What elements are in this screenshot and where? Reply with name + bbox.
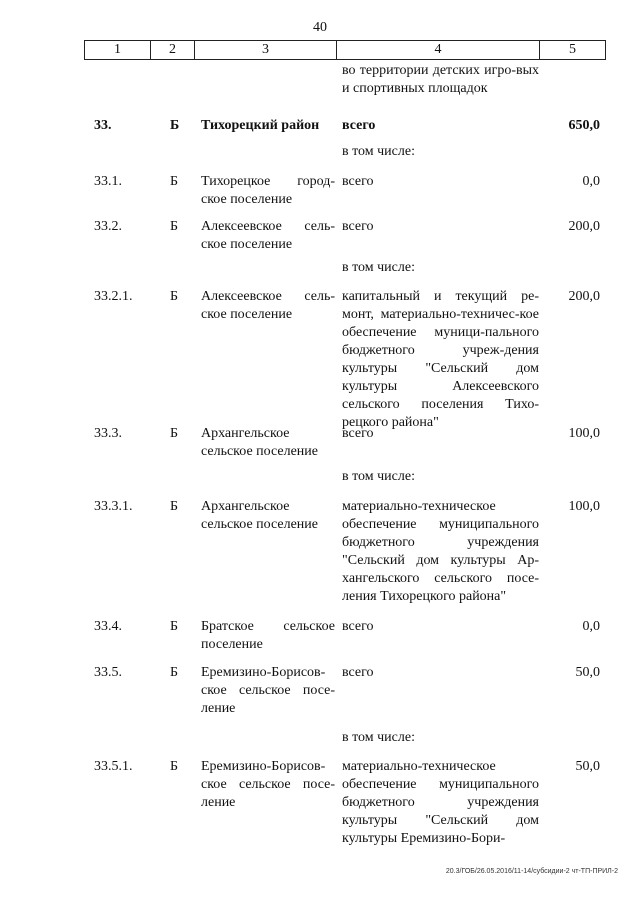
row-category: Б [170, 219, 179, 234]
header-col-1: 1 [85, 41, 151, 59]
row-amount: 100,0 [568, 499, 600, 514]
row-amount: 50,0 [575, 665, 600, 680]
row-amount: 50,0 [575, 759, 600, 774]
row-number: 33.4. [94, 619, 122, 634]
row-number: 33.1. [94, 174, 122, 189]
row-name: Архангельское сельское поселение [201, 499, 318, 532]
row-description: всего [342, 665, 374, 680]
row-name: Алексеевское сель-ское поселение [201, 289, 335, 322]
row-description: всего [342, 426, 374, 441]
row-amount: 200,0 [568, 289, 600, 304]
row-amount: 0,0 [582, 174, 600, 189]
row-description: всего [342, 174, 374, 189]
row-category: Б [170, 759, 179, 774]
row-name: Архангельское сельское поселение [201, 426, 318, 459]
header-col-4: 4 [337, 41, 540, 59]
footer-code: 20.3/ГОБ/26.05.2016/11-14/субсидии-2 чт-ТП-ПРИЛ-2 [445, 868, 618, 875]
row-category: Б [170, 289, 179, 304]
row-category: Б [170, 619, 179, 634]
row-description: в том числе: [342, 469, 415, 484]
row-description: всего [342, 619, 374, 634]
row-name: Братское сельское поселение [201, 619, 335, 652]
row-description: капитальный и текущий ре-монт, материально-техничес-кое обеспечение муници-пального бюджетного учреж-дения культуры "Сельский дом культуры Алексеевского сельского поселения Тихо-рецкого района" [342, 289, 539, 430]
row-amount: 100,0 [568, 426, 600, 441]
row-number: 33.5.1. [94, 759, 133, 774]
row-number: 33.2.1. [94, 289, 133, 304]
row-name: Еремизино-Борисов-ское сельское посе-ление [201, 665, 335, 716]
continuation-text: во территории детских игро-вых и спортивных площадок [342, 63, 539, 96]
row-description: в том числе: [342, 730, 415, 745]
header-col-2: 2 [151, 41, 195, 59]
row-amount: 0,0 [582, 619, 600, 634]
row-description: в том числе: [342, 144, 415, 159]
row-category: Б [170, 174, 179, 189]
header-col-5: 5 [569, 42, 576, 57]
row-category: Б [170, 118, 180, 133]
row-name: Тихорецкое город-ское поселение [201, 174, 335, 207]
row-category: Б [170, 499, 179, 514]
row-amount: 200,0 [568, 219, 600, 234]
row-category: Б [170, 665, 179, 680]
table-header [84, 40, 606, 60]
row-number: 33. [94, 118, 112, 133]
row-amount: 650,0 [568, 118, 600, 133]
row-description: всего [342, 219, 374, 234]
row-description: материально-техническое обеспечение муниципального бюджетного учреждения культуры "Сельский дом культуры Еремизино-Бори- [342, 759, 539, 846]
page-number: 40 [313, 20, 327, 35]
row-name: Тихорецкий район [201, 118, 320, 133]
row-number: 33.3.1. [94, 499, 133, 514]
row-category: Б [170, 426, 179, 441]
row-description: в том числе: [342, 260, 415, 275]
row-description: материально-техническое обеспечение муниципального бюджетного учреждения "Сельский дом культуры Ар-хангельского сельского посе-ления Тихорецкого района" [342, 499, 539, 604]
row-number: 33.5. [94, 665, 122, 680]
row-description: всего [342, 118, 376, 133]
row-name: Еремизино-Борисов-ское сельское посе-ление [201, 759, 335, 810]
row-number: 33.2. [94, 219, 122, 234]
row-name: Алексеевское сель-ское поселение [201, 219, 335, 252]
row-number: 33.3. [94, 426, 122, 441]
header-col-3: 3 [195, 41, 337, 59]
